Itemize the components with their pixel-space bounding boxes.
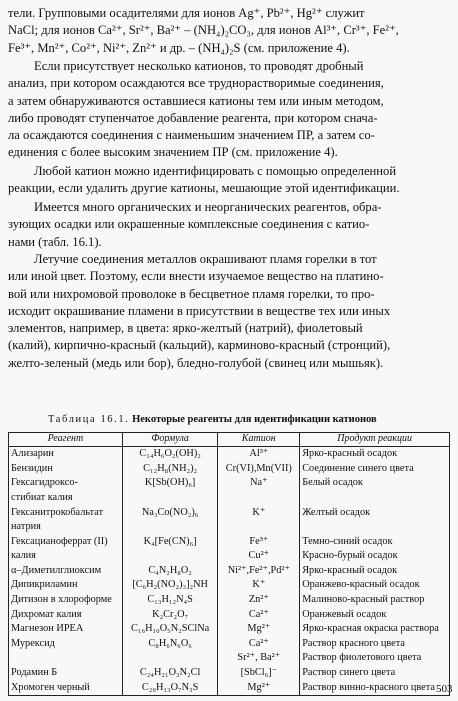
cation-cell [218,520,300,535]
formula-cell: K₂Cr₂O₇ [122,608,218,623]
reagent-cell: Гексанитрокобальтат [9,505,123,520]
column-header: Реагент [9,433,123,447]
paragraph-flame-test [8,251,450,372]
product-cell: Оранжевый осадок [300,608,450,623]
cation-cell: K⁺ [218,505,300,520]
table-row [9,476,450,491]
cation-cell: Cu²⁺ [218,549,300,564]
page-number: 503 [436,683,453,695]
product-cell: Желтый осадок [300,505,450,520]
text-line: вой или нихромовой проволоке в бесцветное пламя горелки, то про- [8,286,375,301]
reagent-cell: Дихромат калия [9,608,123,623]
reagent-cell: Ализарин [9,447,123,462]
cation-cell: Fe³⁺ [218,535,300,550]
formula-cell: Na₃Co(NO₂)₆ [122,505,218,520]
text-line: а затем обнаруживаются оставшиеся катионы тем или иным методом, [8,93,384,108]
reagents-table [8,432,450,696]
text-line: зующих осадки или окрашенные комплексные соединения с катио- [8,217,370,232]
table-row [9,491,450,506]
reagent-cell [9,651,123,666]
text-line: NaCl; для ионов Ca²⁺, Sr²⁺, Ba²⁺ – (NH₄)₂CO₃, для ионов Al³⁺, Cr³⁺, Fe²⁺, [8,23,399,38]
formula-cell: [C₆H₂(NO₂)₃]₂NH [122,578,218,593]
product-cell: Ярко-красный осадок [300,564,450,579]
formula-cell [122,651,218,666]
text-line: (калий), кирпично-красный (кальций), карминово-красный (стронций), [8,338,391,353]
text-line: Fe³⁺, Mn²⁺, Co²⁺, Ni²⁺, Zn²⁺ и др. – (NH₄)₂S (см. приложение 4). [8,40,350,55]
cation-cell: Sr²⁺, Ba²⁺ [218,651,300,666]
formula-cell: C₂₀H₁₃O₇N₃S [122,681,218,696]
column-header: Формула [122,433,218,447]
column-header: Катион [218,433,300,447]
formula-cell: C₈H₆N₆O₆ [122,637,218,652]
text-line: анализ, при котором осаждаются все труднорастворимые соединения, [8,76,384,91]
cation-cell [218,491,300,506]
reagent-cell: Бензидин [9,462,123,477]
reagent-cell: стибиат калия [9,491,123,506]
cation-cell: [SbCl₆]⁻ [218,666,300,681]
cation-cell: Cr(VI),Mn(VII) [218,462,300,477]
text-line: реакции, если удалить другие катионы, мешающие этой идентификации. [8,181,400,196]
product-cell: Ярко-красная окраска раствора [300,622,450,637]
table-row [9,622,450,637]
text-line: или иной цвет. Поэтому, если внести изучаемое вещество на платино- [8,269,384,284]
formula-cell: C₁₂H₈(NH₂)₂ [122,462,218,477]
reagent-cell: Гексацианоферрат (II) [9,535,123,550]
reagent-cell: α–Диметилглиоксим [9,564,123,579]
product-cell [300,491,450,506]
product-cell: Раствор красного цвета [300,637,450,652]
cation-cell: Ca²⁺ [218,637,300,652]
table-row [9,549,450,564]
cation-cell: Na⁺ [218,476,300,491]
table-caption-title: Некоторые реагенты для идентификации катионов [132,414,377,425]
text-line: Любой катион можно идентифицировать с помощью определенной [34,164,397,178]
table-row [9,462,450,477]
product-cell: Темно-синий осадок [300,535,450,550]
table-header-row [9,433,450,447]
reagent-cell: натрия [9,520,123,535]
product-cell: Оранжево-красный осадок [300,578,450,593]
text-line: элементов, например, в цвета: ярко-желтый (натрий), фиолетовый [8,321,363,336]
cation-cell: Mg²⁺ [218,681,300,696]
table-row [9,535,450,550]
cation-cell: Ca²⁺ [218,608,300,623]
product-cell: Раствор фиолетового цвета [300,651,450,666]
text-line: либо проводят ступенчатое добавление реагента, при котором снача- [8,110,378,125]
formula-cell [122,491,218,506]
column-header: Продукт реакции [300,433,450,447]
cation-cell: Ni²⁺,Fe²⁺,Pd²⁺ [218,564,300,579]
cation-cell: Zn²⁺ [218,593,300,608]
table-caption [48,414,377,425]
text-line: Если присутствует несколько катионов, то проводят дробный [34,59,364,73]
table-row [9,578,450,593]
text-line: желто-зеленый (медь или бор), бледно-голубой (свинец или мышьяк). [8,355,384,370]
product-cell: Соединение синего цвета [300,462,450,477]
formula-cell [122,549,218,564]
text-line: Летучие соединения металлов окрашивают пламя горелки в тот [34,252,377,266]
text-line: нами (табл. 16.1). [8,234,102,249]
formula-cell: C₄N₂H₈O₂ [122,564,218,579]
table-body [9,447,450,696]
product-cell: Раствор винно-красного цвета [300,681,450,696]
reagent-cell: Хромоген черный [9,681,123,696]
formula-cell: C₁₆H₁₀O₅N₂SClNa [122,622,218,637]
table-caption-label: Таблица 16.1. [48,414,130,425]
paragraph-identification [8,163,450,198]
table-row [9,666,450,681]
formula-cell: C₁₄H₆O₂(OH)₂ [122,447,218,462]
formula-cell: K₄[Fe(CN)₆] [122,535,218,550]
product-cell: Раствор синего цвета [300,666,450,681]
table-row [9,593,450,608]
text-line: тели. Групповыми осадителями для ионов Ag⁺, Pb²⁺, Hg²⁺ служит [8,6,365,20]
formula-cell: C₁₃H₁₂N₄S [122,593,218,608]
reagent-cell: Дипикриламин [9,578,123,593]
paragraph-fractional-analysis [8,58,450,162]
product-cell [300,520,450,535]
table-row [9,505,450,520]
product-cell: Красно-бурый осадок [300,549,450,564]
reagent-cell: Мурексид [9,637,123,652]
product-cell: Ярко-красный осадок [300,447,450,462]
table-row [9,651,450,666]
reagent-cell: Родамин Б [9,666,123,681]
cation-cell: Al³⁺ [218,447,300,462]
text-line: Имеется много органических и неорганических реагентов, обра- [34,200,382,214]
paragraph-precipitants [8,5,450,57]
reagent-cell: Гексагидроксо- [9,476,123,491]
text-line: ла осаждаются соединения с наименьшим значением ПР, а затем со- [8,128,375,143]
reagent-cell: Дитизон в хлороформе [9,593,123,608]
formula-cell: C₂₄H₂₁O₃N₂Cl [122,666,218,681]
cation-cell: K⁺ [218,578,300,593]
text-line: единения с более высоким значением ПР (см. приложение 4). [8,145,338,160]
cation-cell: Mg²⁺ [218,622,300,637]
text-line: исходит окрашивание пламени в присутствии в веществе тех или иных [8,303,391,318]
table-row [9,447,450,462]
table-row [9,564,450,579]
formula-cell [122,520,218,535]
table-row [9,681,450,696]
table-row [9,608,450,623]
table-row [9,637,450,652]
formula-cell: K[Sb(OH)₆] [122,476,218,491]
paragraph-reagents [8,199,450,251]
product-cell: Белый осадок [300,476,450,491]
product-cell: Малиново-красный раствор [300,593,450,608]
table-row [9,520,450,535]
reagent-cell: калия [9,549,123,564]
reagent-cell: Магнезон ИРЕА [9,622,123,637]
